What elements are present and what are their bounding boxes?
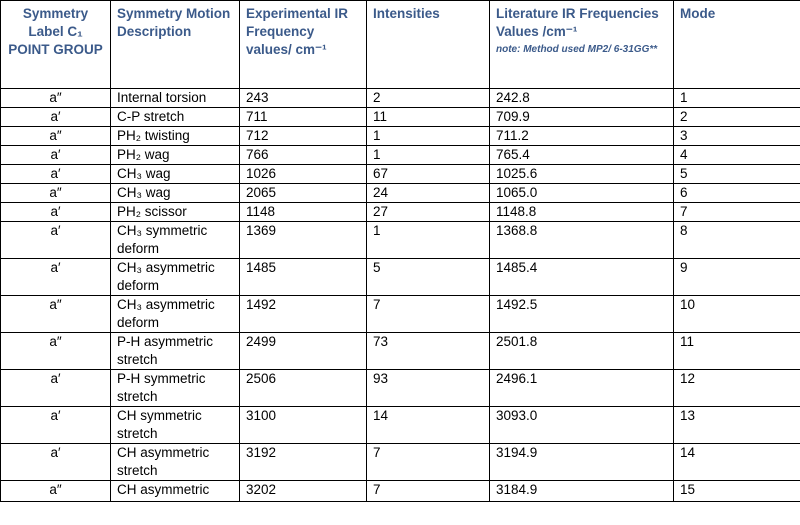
cell-experimental: 1026	[240, 165, 367, 184]
cell-symmetry-label: a″	[1, 127, 111, 146]
cell-intensity: 5	[367, 259, 490, 296]
cell-mode: 6	[674, 184, 800, 203]
cell-literature: 3184.9	[490, 481, 674, 502]
table-row	[1, 203, 800, 222]
table-body	[1, 89, 800, 502]
cell-motion: P-H asymmetric stretch	[111, 333, 240, 370]
cell-mode: 13	[674, 407, 800, 444]
cell-experimental: 712	[240, 127, 367, 146]
cell-mode: 3	[674, 127, 800, 146]
cell-symmetry-label: a′	[1, 146, 111, 165]
cell-intensity: 93	[367, 370, 490, 407]
table-row	[1, 259, 800, 296]
cell-experimental: 2065	[240, 184, 367, 203]
header-literature-label: Literature IR Frequencies Values /cm⁻¹	[496, 6, 659, 39]
cell-mode: 7	[674, 203, 800, 222]
table-row	[1, 222, 800, 259]
cell-experimental: 3192	[240, 444, 367, 481]
cell-mode: 4	[674, 146, 800, 165]
header-row	[1, 1, 800, 89]
cell-motion: CH asymmetric	[111, 481, 240, 502]
header-symmetry-label: Symmetry Label C₁ POINT GROUP	[1, 1, 111, 89]
cell-literature: 3093.0	[490, 407, 674, 444]
cell-literature: 711.2	[490, 127, 674, 146]
table-row	[1, 127, 800, 146]
cell-literature: 2501.8	[490, 333, 674, 370]
cell-literature: 1025.6	[490, 165, 674, 184]
cell-experimental: 3100	[240, 407, 367, 444]
cell-literature: 2496.1	[490, 370, 674, 407]
cell-experimental: 2506	[240, 370, 367, 407]
cell-symmetry-label: a′	[1, 203, 111, 222]
cell-symmetry-label: a″	[1, 296, 111, 333]
cell-intensity: 24	[367, 184, 490, 203]
cell-symmetry-label: a′	[1, 108, 111, 127]
cell-intensity: 2	[367, 89, 490, 108]
cell-motion: CH asymmetric stretch	[111, 444, 240, 481]
cell-intensity: 14	[367, 407, 490, 444]
cell-symmetry-label: a″	[1, 481, 111, 502]
cell-symmetry-label: a′	[1, 407, 111, 444]
cell-intensity: 27	[367, 203, 490, 222]
cell-motion: CH₃ asymmetric deform	[111, 296, 240, 333]
cell-symmetry-label: a′	[1, 370, 111, 407]
cell-experimental: 1369	[240, 222, 367, 259]
table-row	[1, 407, 800, 444]
cell-experimental: 3202	[240, 481, 367, 502]
cell-mode: 15	[674, 481, 800, 502]
cell-symmetry-label: a″	[1, 184, 111, 203]
table-row	[1, 89, 800, 108]
table-row	[1, 165, 800, 184]
cell-experimental: 2499	[240, 333, 367, 370]
table-row	[1, 370, 800, 407]
cell-mode: 9	[674, 259, 800, 296]
header-intensities: Intensities	[367, 1, 490, 89]
cell-motion: PH₂ wag	[111, 146, 240, 165]
cell-mode: 10	[674, 296, 800, 333]
cell-symmetry-label: a′	[1, 165, 111, 184]
cell-literature: 1485.4	[490, 259, 674, 296]
cell-literature: 1492.5	[490, 296, 674, 333]
cell-motion: CH symmetric stretch	[111, 407, 240, 444]
cell-intensity: 1	[367, 146, 490, 165]
header-experimental: Experimental IR Frequency values/ cm⁻¹	[240, 1, 367, 89]
cell-literature: 1065.0	[490, 184, 674, 203]
cell-experimental: 766	[240, 146, 367, 165]
cell-mode: 14	[674, 444, 800, 481]
cell-motion: Internal torsion	[111, 89, 240, 108]
cell-literature: 709.9	[490, 108, 674, 127]
cell-literature: 242.8	[490, 89, 674, 108]
cell-symmetry-label: a″	[1, 333, 111, 370]
cell-symmetry-label: a′	[1, 444, 111, 481]
cell-literature: 3194.9	[490, 444, 674, 481]
cell-motion: CH₃ symmetric deform	[111, 222, 240, 259]
cell-mode: 2	[674, 108, 800, 127]
cell-experimental: 1485	[240, 259, 367, 296]
cell-experimental: 1148	[240, 203, 367, 222]
cell-intensity: 7	[367, 444, 490, 481]
cell-experimental: 711	[240, 108, 367, 127]
cell-experimental: 1492	[240, 296, 367, 333]
table-row	[1, 108, 800, 127]
cell-motion: CH₃ wag	[111, 165, 240, 184]
header-literature-note: note: Method used MP2/ 6-31GG**	[496, 44, 658, 55]
cell-symmetry-label: a′	[1, 222, 111, 259]
cell-motion: CH₃ asymmetric deform	[111, 259, 240, 296]
cell-motion: CH₃ wag	[111, 184, 240, 203]
cell-literature: 765.4	[490, 146, 674, 165]
table-row	[1, 146, 800, 165]
header-mode: Mode	[674, 1, 800, 89]
cell-motion: P-H symmetric stretch	[111, 370, 240, 407]
table-row	[1, 481, 800, 502]
cell-motion: PH₂ scissor	[111, 203, 240, 222]
cell-intensity: 1	[367, 222, 490, 259]
cell-mode: 12	[674, 370, 800, 407]
cell-mode: 11	[674, 333, 800, 370]
cell-intensity: 7	[367, 296, 490, 333]
table-row	[1, 184, 800, 203]
cell-mode: 1	[674, 89, 800, 108]
cell-literature: 1148.8	[490, 203, 674, 222]
cell-motion: PH₂ twisting	[111, 127, 240, 146]
cell-intensity: 7	[367, 481, 490, 502]
cell-motion: C-P stretch	[111, 108, 240, 127]
cell-intensity: 1	[367, 127, 490, 146]
header-motion: Symmetry Motion Description	[111, 1, 240, 89]
cell-symmetry-label: a″	[1, 89, 111, 108]
cell-mode: 5	[674, 165, 800, 184]
cell-experimental: 243	[240, 89, 367, 108]
table-row	[1, 333, 800, 370]
cell-intensity: 67	[367, 165, 490, 184]
header-literature	[490, 1, 674, 89]
cell-intensity: 73	[367, 333, 490, 370]
table-row	[1, 296, 800, 333]
cell-symmetry-label: a′	[1, 259, 111, 296]
cell-literature: 1368.8	[490, 222, 674, 259]
cell-intensity: 11	[367, 108, 490, 127]
table-row	[1, 444, 800, 481]
cell-mode: 8	[674, 222, 800, 259]
